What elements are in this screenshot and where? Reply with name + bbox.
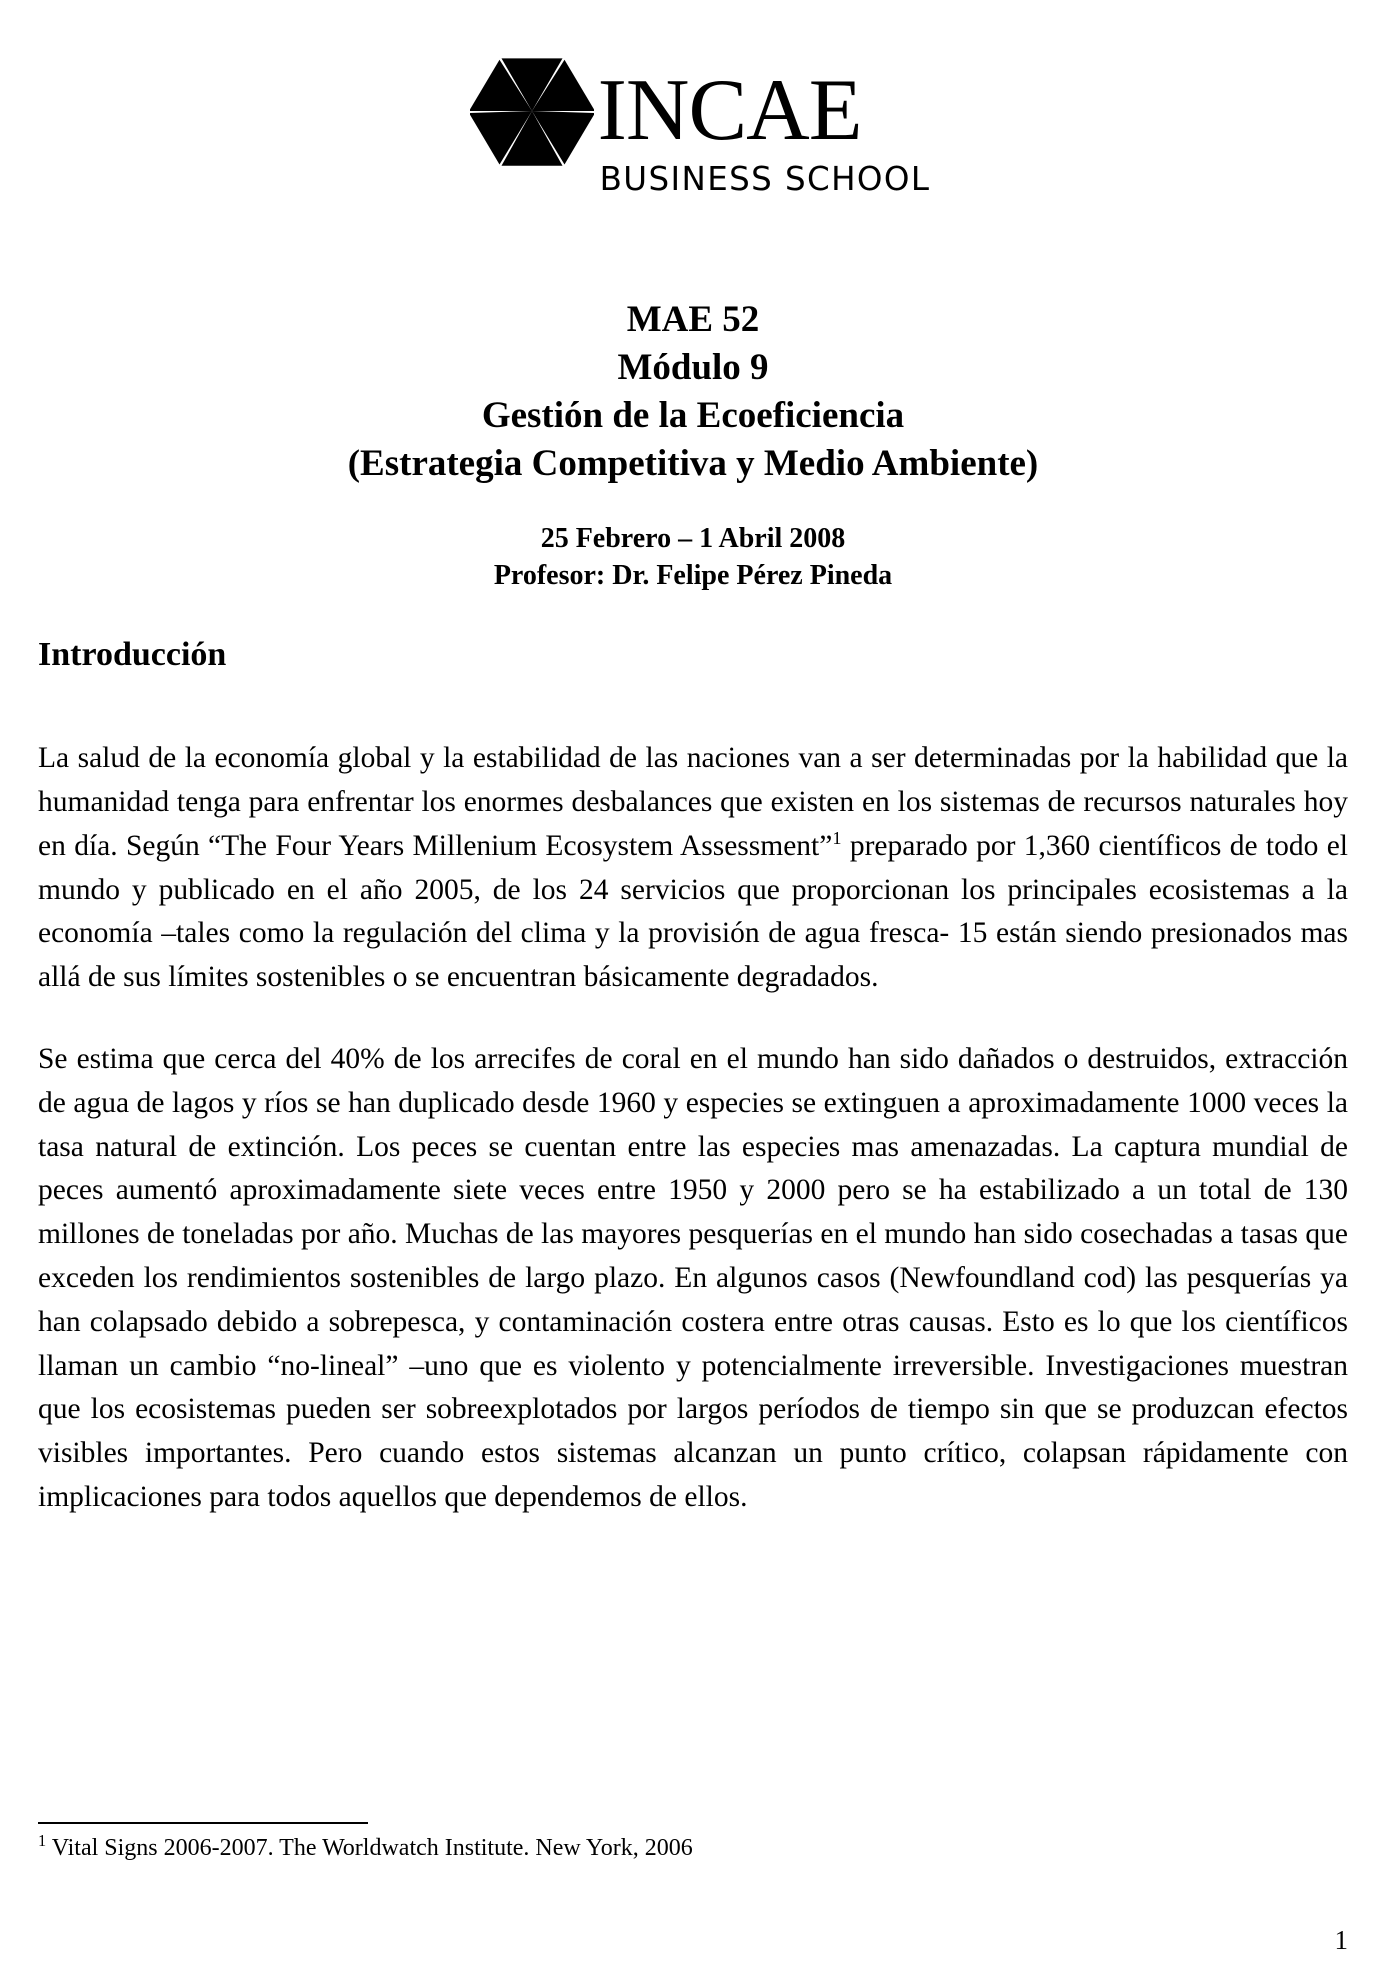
title-line-module: Módulo 9 [617,347,769,389]
footnote-area [38,1822,1348,1864]
footnote-separator-rule [38,1822,368,1824]
footnote-citation-text: Vital Signs 2006-2007. The Worldwatch Institute. New York, 2006 [46,1834,693,1861]
incae-logo [0,0,1400,198]
logo-wordmark: INCAE [597,61,862,159]
paragraph-1-text-after-footnote: preparado por 1,360 científicos de todo el mundo y publicado en el año 2005, de los 24 servicios que proporcionan los principales ecosistemas a la economía –tales como la regulación del clima y la provisión de agua fresca- 15 están siendo presionados mas allá de sus límites sostenibles o se encuentran básicamente degradados. [38,829,1349,994]
footnote-reference-marker[interactable]: 1 [832,827,842,848]
section-heading-introduccion: Introducción [38,636,227,674]
page-content [0,296,1400,1520]
incae-hexagon-logo-icon [470,56,594,166]
logo-inner [470,56,931,198]
course-dates: 25 Febrero – 1 Abril 2008 [540,523,846,555]
title-line-parenthetical: (Estrategia Competitiva y Medio Ambiente) [347,443,1039,485]
course-meta [38,521,1348,594]
logo-subtitle: BUSINESS SCHOOL [599,160,931,198]
title-line-course-code: MAE 52 [626,299,760,340]
logo-row [470,56,862,166]
footnote-entry [38,1830,1348,1864]
page-number: 1 [1334,1925,1348,1955]
body-paragraph-1 [38,737,1348,1000]
course-professor: Profesor: Dr. Felipe Pérez Pineda [493,559,893,591]
footnote-number: 1 [38,1830,47,1850]
title-line-subject: Gestión de la Ecoeficiencia [481,395,905,437]
body-paragraph-2: Se estima que cerca del 40% de los arrecifes de coral en el mundo han sido dañados o destruidos, extracción de agua de lagos y ríos se han duplicado desde 1960 y especies se extinguen a aproximadamente 1000 veces la tasa natural de extinción. Los peces se cuentan entre las especies mas amenazadas. La captura mundial de peces aumentó aproximadamente siete veces entre 1950 y 2000 pero se ha estabilizado a un total de 130 millones de toneladas por año. Muchas de las mayores pesquerías en el mundo han sido cosechadas a tasas que exceden los rendimientos sostenibles de largo plazo. En algunos casos (Newfoundland cod) las pesquerías ya han colapsado debido a sobrepesca, y contaminación costera entre otras causas. Esto es lo que los científicos llaman un cambio “no-lineal” –uno que es violento y potencialmente irreversible. Investigaciones muestran que los ecosistemas pueden ser sobreexplotados por largos períodos de tiempo sin que se produzcan efectos visibles importantes. Pero cuando estos sistemas alcanzan un punto crítico, colapsan rápidamente con implicaciones para todos aquellos que dependemos de ellos. [38,1042,1348,1513]
page-title [38,296,1348,488]
paragraph-1-text-before-footnote: La salud de la economía global y la estabilidad de las naciones van a ser determinadas por la habilidad que la humanidad tenga para enfrentar los enormes desbalances que existen en los sistemas de recursos naturales hoy en día. Según “The Four Years Millenium Ecosystem Assessment” [38,742,1348,862]
